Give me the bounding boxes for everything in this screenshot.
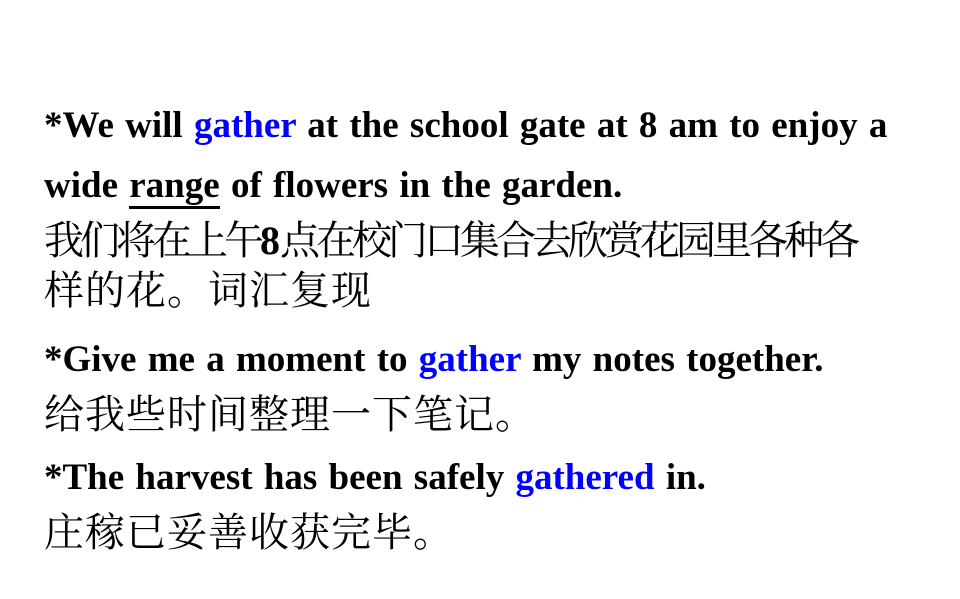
text-run: at the school gate at 8 am to enjoy a — [296, 105, 888, 146]
text-run: 我们将在上午 — [44, 218, 260, 263]
highlighted-word: gather — [193, 105, 297, 146]
example-sentence-line — [44, 330, 924, 390]
text-run: 点在校门口集合去欣赏花园里各种各 — [280, 218, 856, 263]
underlined-word: range — [129, 165, 219, 209]
text-run: 庄稼已妥善收获完毕。 — [44, 510, 454, 555]
example-sentence-line — [44, 96, 924, 156]
example-sentence-line — [44, 448, 924, 508]
bold-digit: 8 — [260, 218, 280, 263]
slide-content — [44, 96, 924, 558]
highlighted-word: gathered — [515, 457, 655, 498]
text-run: 样的花。词汇复现 — [44, 268, 372, 313]
paragraph — [44, 330, 924, 440]
text-run: *The harvest has been safely — [44, 457, 516, 498]
text-run: my notes together. — [520, 339, 824, 380]
text-run: in. — [654, 457, 706, 498]
text-run: of flowers in the garden. — [219, 165, 623, 206]
paragraph — [44, 96, 924, 316]
highlighted-word: gather — [418, 339, 521, 380]
translation-line — [44, 390, 924, 440]
example-sentence-line — [44, 156, 924, 216]
text-run: wide — [44, 165, 130, 206]
translation-line — [44, 216, 924, 266]
text-run: *Give me a moment to — [44, 339, 419, 380]
text-run: *We will — [44, 105, 194, 146]
text-run: 给我些时间整理一下笔记。 — [44, 392, 536, 437]
paragraph — [44, 448, 924, 558]
translation-line — [44, 266, 924, 316]
translation-line — [44, 508, 924, 558]
